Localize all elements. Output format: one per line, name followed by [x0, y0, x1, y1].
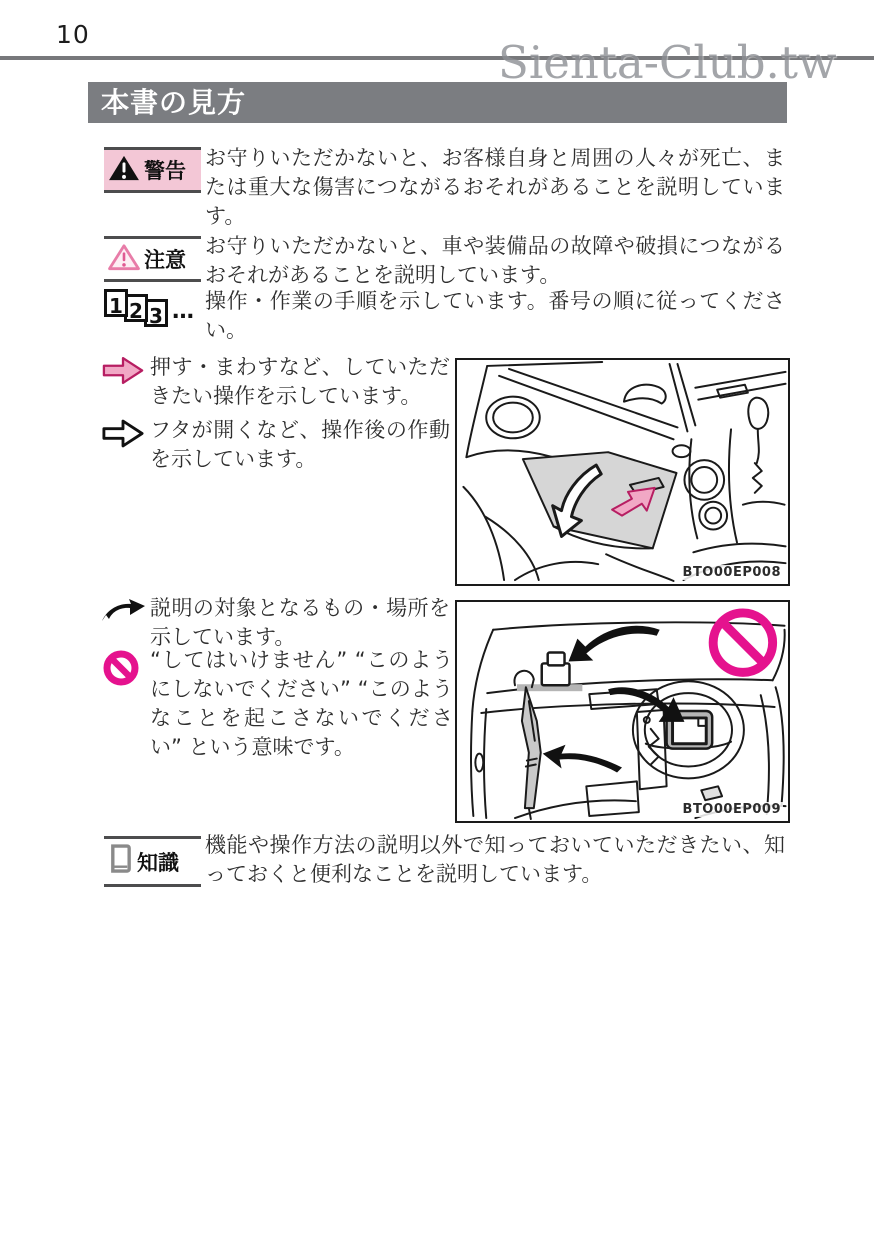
warning-label: 警告: [144, 159, 186, 183]
pointer-arrow-text: 説明の対象となるもの・場所を示しています。: [150, 596, 450, 649]
watermark: Sienta-Club.tw: [498, 36, 837, 89]
knowledge-label: 知識: [137, 850, 179, 875]
knowledge-text: 機能や操作方法の説明以外で知っておいていただきたい、知っておくと便利なことを説明しています。: [205, 833, 785, 886]
caution-text: お守りいただかないと、車や装備品の故障や破損につながるおそれがあることを説明しています。: [205, 234, 785, 287]
step-ellipsis: …: [172, 299, 195, 324]
steps-text: 操作・作業の手順を示しています。番号の順に従ってください。: [205, 289, 785, 342]
step-box-3: 3: [144, 299, 168, 327]
outline-arrow-icon: [102, 419, 144, 452]
page-title: 本書の見方: [101, 86, 247, 119]
glovebox-illustration: [457, 360, 788, 584]
book-icon: [108, 843, 133, 880]
figure-dashboard: [455, 600, 790, 823]
step-box-1: 1: [104, 289, 128, 317]
warning-text: お守りいただかないと、お客様自身と周囲の人々が死亡、または重大な傷害につながるおそれがあることを説明しています。: [205, 146, 785, 228]
warning-badge: [104, 147, 201, 193]
caution-badge: [104, 236, 201, 282]
pink-arrow-icon: [102, 356, 144, 389]
action-arrow-text: 押す・まわすなど、していただきたい操作を示しています。: [150, 355, 450, 408]
figure-2-code: BTO00EP009: [682, 802, 781, 817]
step-number-icon: [104, 289, 195, 327]
page-number: 10: [56, 20, 90, 49]
knowledge-badge: [104, 836, 201, 887]
figure-glovebox: [455, 358, 790, 586]
dashboard-illustration: [457, 602, 788, 821]
no-entry-icon: [103, 650, 139, 690]
caution-triangle-icon: [108, 243, 140, 275]
figure-1-code: BTO00EP008: [682, 565, 781, 580]
prohibition-text: “してはいけません” “このようにしないでください” “このようなことを起こさないでください” という意味です。: [150, 648, 453, 759]
warning-triangle-icon: [108, 154, 140, 186]
step-box-2: 2: [124, 294, 148, 322]
black-swoosh-arrow-icon: [100, 598, 146, 629]
caution-label: 注意: [144, 248, 186, 272]
result-arrow-text: フタが開くなど、操作後の作動を示しています。: [150, 418, 450, 471]
